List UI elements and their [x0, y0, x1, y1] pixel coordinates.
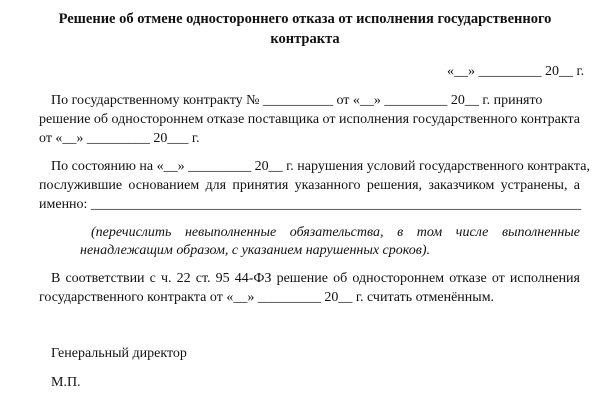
paragraph-2-line-2: послужившие основанием для принятия указанного решения, заказчиком устранены, а [39, 178, 580, 193]
paragraph-1-line-1: По государственному контракту № __________ от «__» _________ 20__ г. принято [51, 93, 543, 108]
note-line-2: ненадлежащим образом, с указанием нарушенных сроков). [80, 243, 431, 258]
note-line-1: (перечислить невыполненные обязательства, в том числе выполненные [91, 225, 580, 240]
document-title-line-2: контракта [270, 31, 340, 47]
paragraph-3-line-1: В соответствии с ч. 22 ст. 95 44-ФЗ решение об одностороннем отказе от исполнения [51, 271, 580, 286]
paragraph-1-line-3: от «__» _________ 20___ г. [39, 131, 200, 146]
signature-title: Генеральный директор [51, 346, 187, 361]
paragraph-2-line-3: именно: ______________________________________________________________________ [39, 197, 581, 212]
document-date-line: «__» _________ 20__ г. [447, 64, 585, 79]
paragraph-1-line-2: решение об одностороннем отказе поставщика от исполнения государственного контракта [39, 112, 580, 127]
paragraph-2-line-1: По состоянию на «__» _________ 20__ г. нарушения условий государственного контракта, [51, 159, 590, 174]
document-title-line-1: Решение об отмене одностороннего отказа от исполнения государственного [58, 11, 552, 27]
paragraph-3-line-2: государственного контракта от «__» _________ 20__ г. считать отменённым. [39, 290, 495, 305]
seal-label: М.П. [51, 375, 81, 390]
